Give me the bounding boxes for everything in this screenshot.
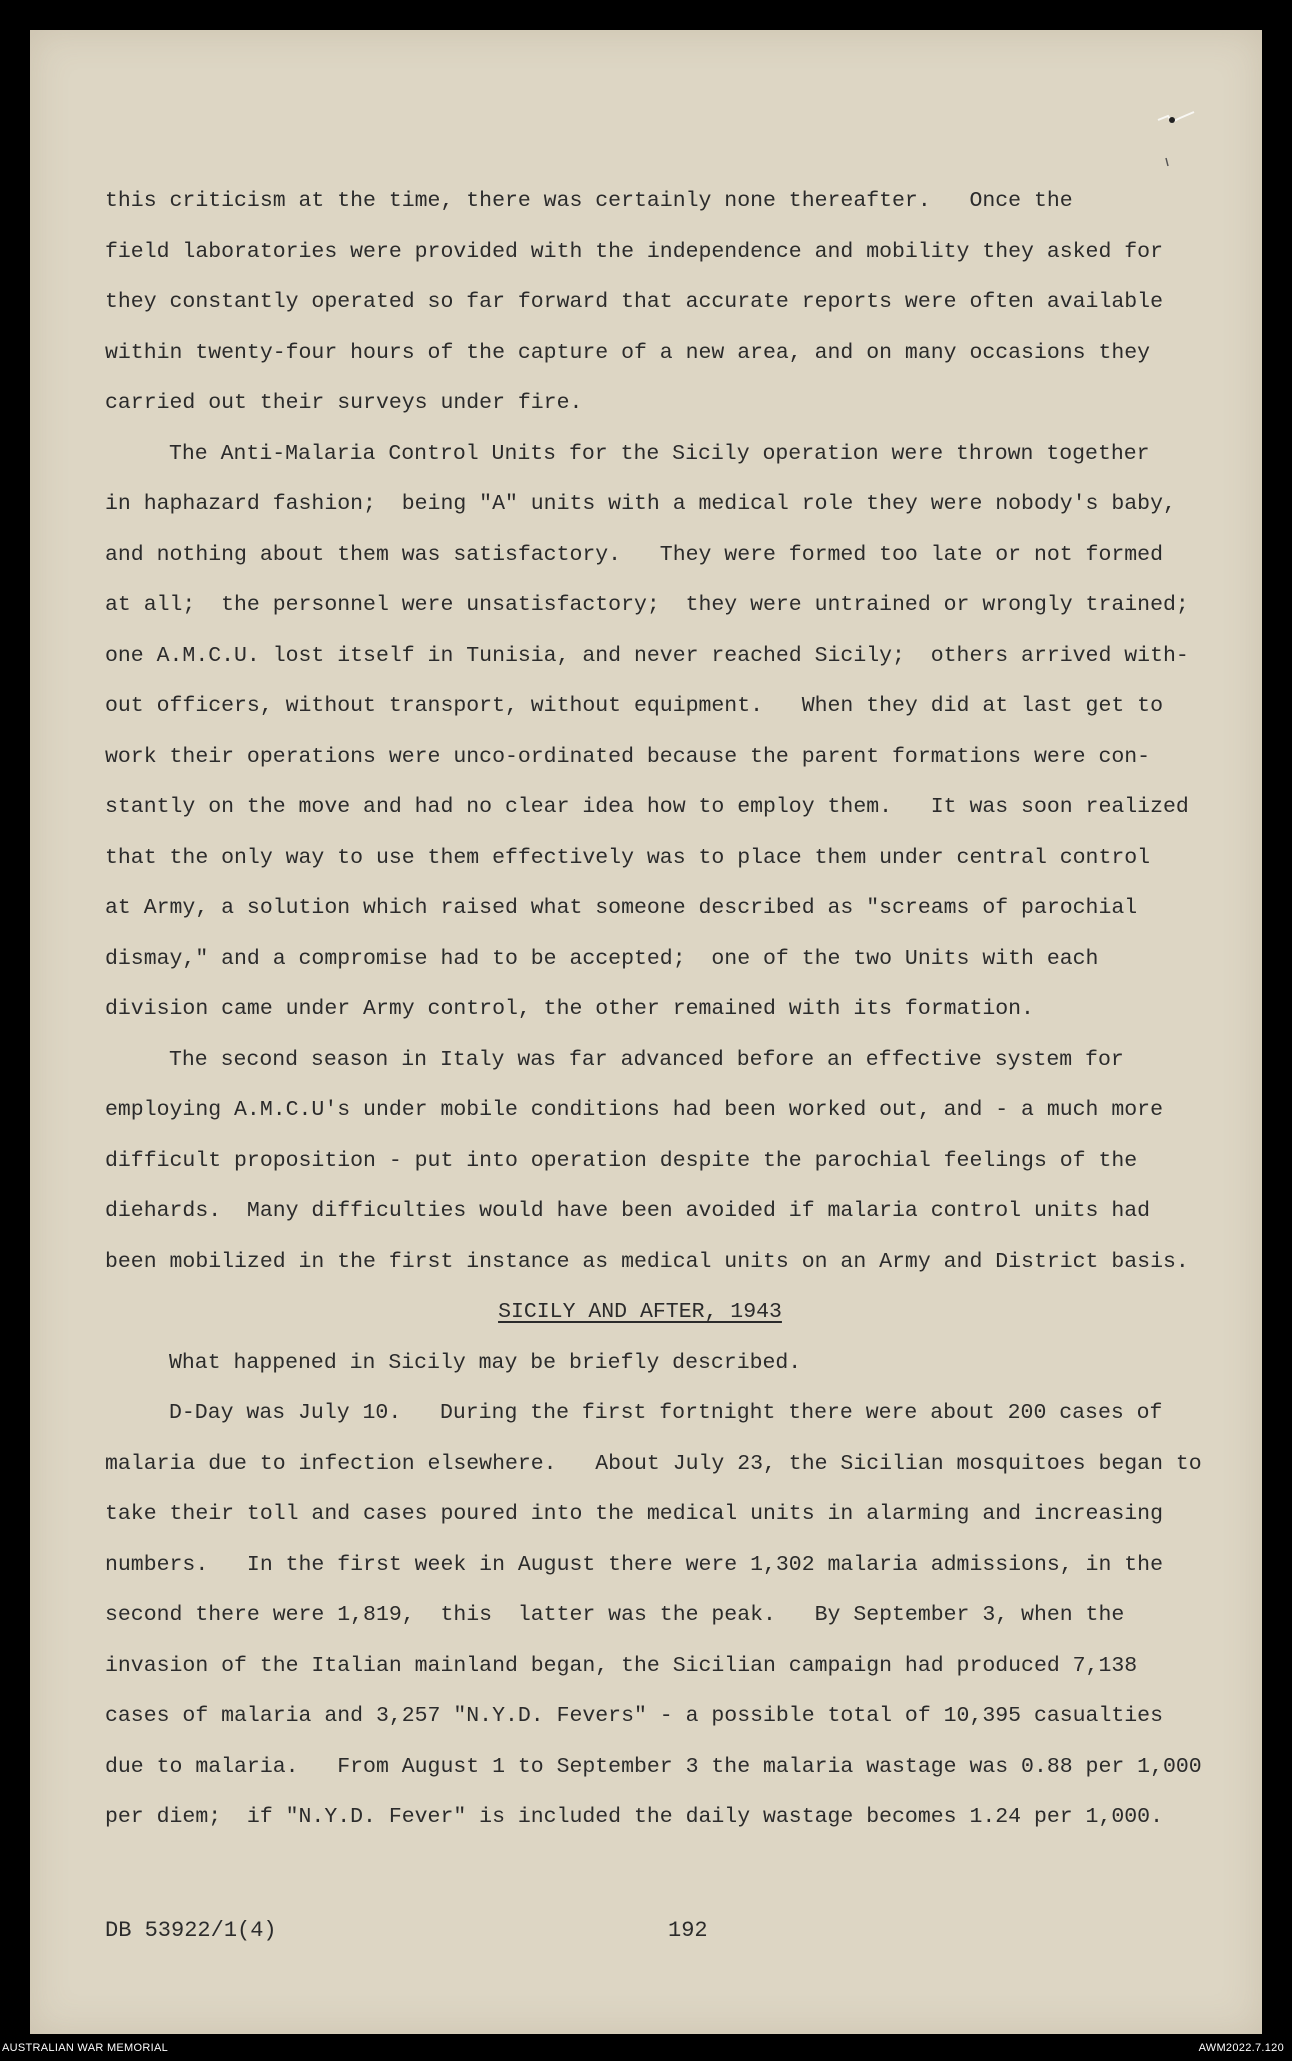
paper-blemish-icon [1150, 102, 1210, 182]
text-line: diehards. Many difficulties would have been avoided if malaria control units had [105, 1199, 1151, 1223]
text-line: take their toll and cases poured into the medical units in alarming and increasing [105, 1502, 1163, 1526]
text-line: The Anti-Malaria Control Units for the Sicily operation were thrown together [169, 441, 1150, 466]
paragraph [105, 1338, 1195, 1389]
text-line: numbers. In the first week in August there were 1,302 malaria admissions, in the [105, 1552, 1163, 1577]
text-line: this criticism at the time, there was certainly none thereafter. Once the [105, 189, 1073, 213]
body-text [105, 176, 1202, 1843]
text-line: second there were 1,819, this latter was the peak. By September 3, when the [105, 1603, 1125, 1627]
text-line: The second season in Italy was far advanced before an effective system for [169, 1047, 1124, 1072]
archive-credit: AUSTRALIAN WAR MEMORIAL [2, 2042, 169, 2054]
text-line: What happened in Sicily may be briefly described. [169, 1350, 802, 1375]
text-line: been mobilized in the first instance as medical units on an Army and District basis. [105, 1249, 1189, 1274]
text-line: due to malaria. From August 1 to September 3 the malaria wastage was 0.88 per 1,000 [105, 1754, 1202, 1779]
text-line: within twenty-four hours of the capture of a new area, and on many occasions they [105, 340, 1151, 365]
document-reference: DB 53922/1(4) [105, 1918, 277, 1943]
page-number: 192 [668, 1918, 708, 1943]
paragraph [105, 429, 1195, 1035]
section-heading-text: SICILY AND AFTER, 1943 [498, 1300, 782, 1324]
text-line: cases of malaria and 3,257 "N.Y.D. Fevers" - a possible total of 10,395 casualties [105, 1704, 1163, 1728]
paragraph [105, 1035, 1195, 1288]
text-line: at Army, a solution which raised what someone described as "screams of parochial [105, 896, 1138, 920]
text-line: that the only way to use them effectively was to place them under central control [105, 845, 1151, 870]
text-line: dismay," and a compromise had to be accepted; one of the two Units with each [105, 946, 1099, 971]
text-line: work their operations were unco-ordinated because the parent formations were con- [105, 744, 1151, 769]
text-line: division came under Army control, the other remained with its formation. [105, 997, 1034, 1021]
text-line: employing A.M.C.U's under mobile conditions had been worked out, and - a much more [105, 1098, 1163, 1122]
text-line: difficult proposition - put into operation despite the parochial feelings of the [105, 1148, 1138, 1173]
text-line: at all; the personnel were unsatisfactory; they were untrained or wrongly trained; [105, 593, 1189, 617]
text-line: carried out their surveys under fire. [105, 391, 583, 415]
text-line: out officers, without transport, without equipment. When they did at last get to [105, 694, 1163, 718]
text-line: per diem; if "N.Y.D. Fever" is included the daily wastage becomes 1.24 per 1,000. [105, 1805, 1163, 1829]
archive-accession-number: AWM2022.7.120 [1198, 2042, 1284, 2054]
text-line: in haphazard fashion; being "A" units with a medical role they were nobody's baby, [105, 492, 1176, 516]
text-line: one A.M.C.U. lost itself in Tunisia, and never reached Sicily; others arrived with- [105, 643, 1189, 668]
text-line: they constantly operated so far forward that accurate reports were often available [105, 290, 1163, 314]
text-line: stantly on the move and had no clear idea how to employ them. It was soon realized [105, 795, 1189, 819]
text-line: and nothing about them was satisfactory. They were formed too late or not formed [105, 542, 1163, 567]
section-heading [105, 1287, 1195, 1338]
text-line: invasion of the Italian mainland began, the Sicilian campaign had produced 7,138 [105, 1653, 1138, 1678]
text-line: field laboratories were provided with the independence and mobility they asked for [105, 239, 1163, 264]
paragraph [105, 1388, 1202, 1843]
text-line: D-Day was July 10. During the first fortnight there were about 200 cases of [169, 1401, 1163, 1425]
paragraph [105, 176, 1195, 429]
text-line: malaria due to infection elsewhere. About July 23, the Sicilian mosquitoes began to [105, 1451, 1202, 1476]
